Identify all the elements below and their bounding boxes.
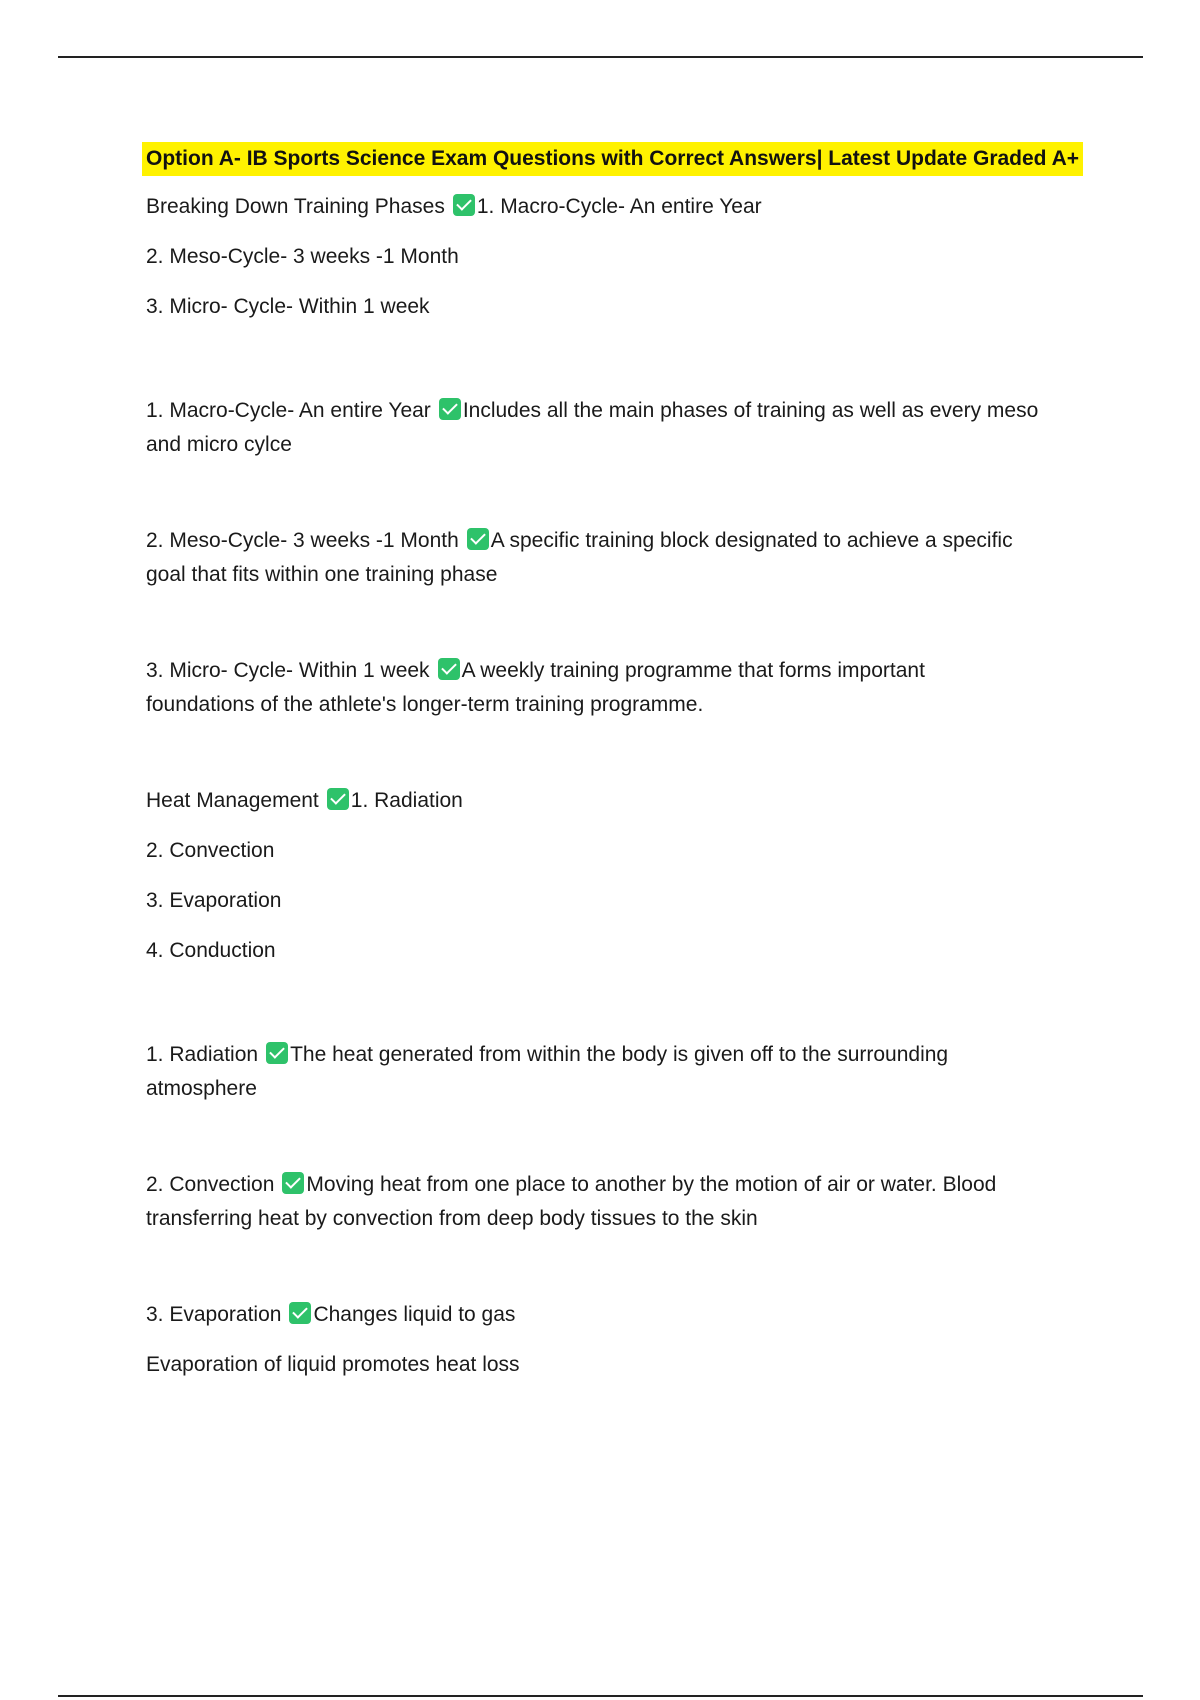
answer-text: A weekly training programme that forms important <box>461 659 925 682</box>
answer-text: A specific training block designated to achieve a specific <box>490 529 1013 552</box>
answer-text: Changes liquid to gas <box>313 1303 516 1326</box>
qa-line <box>146 190 1096 224</box>
check-box-icon <box>467 528 489 550</box>
top-rule <box>58 56 1143 58</box>
answer-continuation: transferring heat by convection from deep body tissues to the skin <box>146 1207 758 1230</box>
qa-line <box>146 1298 1096 1332</box>
answer-continuation: atmosphere <box>146 1077 257 1100</box>
check-box-icon <box>439 398 461 420</box>
qa-line <box>146 1168 1096 1202</box>
qa-line <box>146 654 1096 688</box>
answer-continuation: goal that fits within one training phase <box>146 563 498 586</box>
check-box-icon <box>327 788 349 810</box>
check-box-icon <box>289 1302 311 1324</box>
question-term: 3. Micro- Cycle- Within 1 week <box>146 659 430 682</box>
answer-text: 1. Macro-Cycle- An entire Year <box>476 195 762 218</box>
document-title: Option A- IB Sports Science Exam Questions with Correct Answers| Latest Update Graded A+ <box>142 142 1083 176</box>
question-term: Breaking Down Training Phases <box>146 195 445 218</box>
answer-text: The heat generated from within the body is given off to the surrounding <box>290 1043 949 1066</box>
check-box-icon <box>438 658 460 680</box>
question-term: 1. Radiation <box>146 1043 259 1066</box>
qa-line <box>146 784 1096 818</box>
question-term: 1. Macro-Cycle- An entire Year <box>146 399 431 422</box>
title-block <box>142 142 1096 176</box>
qa-line <box>146 1038 1096 1072</box>
answer-text: 1. Radiation <box>350 789 463 812</box>
answer-extra-line: 2. Meso-Cycle- 3 weeks -1 Month <box>146 245 459 268</box>
answer-text: Moving heat from one place to another by the motion of air or water. Blood <box>306 1173 997 1196</box>
qa-line <box>146 524 1096 558</box>
answer-extra-line: 3. Micro- Cycle- Within 1 week <box>146 295 430 318</box>
answer-extra-line: Evaporation of liquid promotes heat loss <box>146 1353 520 1376</box>
bottom-rule <box>58 1695 1143 1697</box>
check-box-icon <box>282 1172 304 1194</box>
check-box-icon <box>453 194 475 216</box>
question-term: Heat Management <box>146 789 319 812</box>
answer-continuation: foundations of the athlete's longer-term training programme. <box>146 693 704 716</box>
document-body <box>146 142 1096 1398</box>
question-term: 2. Meso-Cycle- 3 weeks -1 Month <box>146 529 459 552</box>
check-box-icon <box>266 1042 288 1064</box>
answer-continuation: and micro cylce <box>146 433 292 456</box>
qa-line <box>146 394 1096 428</box>
answer-extra-line: 3. Evaporation <box>146 889 282 912</box>
question-term: 2. Convection <box>146 1173 275 1196</box>
question-term: 3. Evaporation <box>146 1303 282 1326</box>
answer-extra-line: 4. Conduction <box>146 939 276 962</box>
answer-text: Includes all the main phases of training as well as every meso <box>462 399 1039 422</box>
answer-extra-line: 2. Convection <box>146 839 275 862</box>
